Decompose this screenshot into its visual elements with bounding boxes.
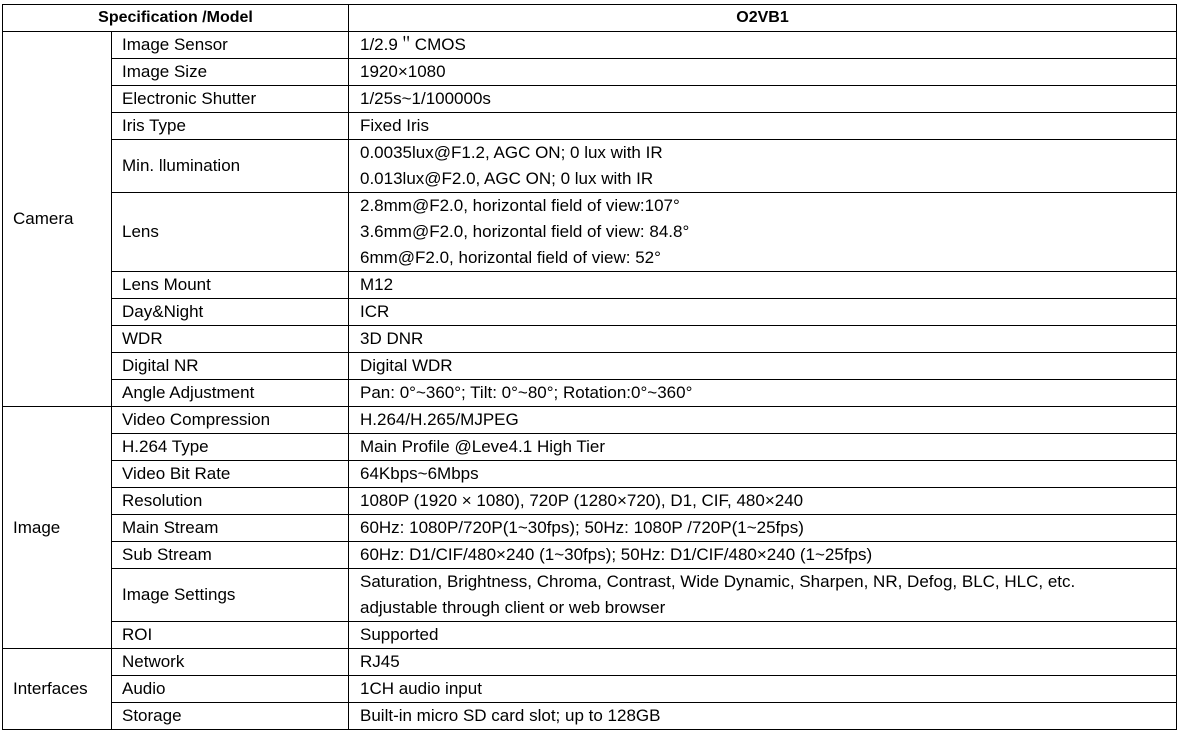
spec-value-line: RJ45 [360,652,400,671]
spec-name-cell: Lens [112,193,349,272]
spec-value-cell [349,299,1177,326]
spec-value-line: Supported [360,625,439,644]
table-row [3,434,1177,461]
table-row [3,569,1177,622]
table-row [3,113,1177,140]
model-header: O2VB1 [349,5,1177,32]
spec-value-line: 0.0035lux@F1.2, AGC ON; 0 lux with IR [360,143,663,162]
spec-value-line: 3D DNR [360,329,424,348]
spec-value-line: Built-in micro SD card slot; up to 128GB [360,706,661,725]
spec-name-cell: Image Size [112,59,349,86]
table-row [3,140,1177,193]
spec-value-cell [349,676,1177,703]
spec-name-cell: Digital NR [112,353,349,380]
spec-value-line: Fixed Iris [360,116,429,135]
spec-value-cell [349,461,1177,488]
spec-name-cell: Video Compression [112,407,349,434]
spec-value-line: H.264/H.265/MJPEG [360,410,519,429]
spec-value-cell [349,326,1177,353]
spec-value-cell [349,542,1177,569]
spec-value-line: 6mm@F2.0, horizontal field of view: 52° [360,248,661,267]
spec-value-cell [349,515,1177,542]
spec-value-line: Digital WDR [360,356,453,375]
spec-name-cell: Network [112,649,349,676]
table-row [3,272,1177,299]
table-row [3,622,1177,649]
spec-value-cell [349,434,1177,461]
spec-value-cell [349,622,1177,649]
spec-value-cell [349,113,1177,140]
spec-name-cell: Video Bit Rate [112,461,349,488]
spec-value-line: M12 [360,275,394,294]
spec-value-cell [349,353,1177,380]
spec-value-line: 1920×1080 [360,62,446,81]
spec-value-line: 1080P (1920 × 1080), 720P (1280×720), D1, CIF, 480×240 [360,491,804,510]
table-row [3,649,1177,676]
spec-name-cell: Image Settings [112,569,349,622]
spec-value-line: 1/25s~1/100000s [360,89,491,108]
spec-model-header: Specification /Model [3,5,349,32]
table-row [3,407,1177,434]
spec-name-cell: Sub Stream [112,542,349,569]
spec-value-line: Main Profile @Leve4.1 High Tier [360,437,605,456]
table-row [3,380,1177,407]
spec-name-cell: Audio [112,676,349,703]
spec-value-line: Saturation, Brightness, Chroma, Contrast, Wide Dynamic, Sharpen, NR, Defog, BLC, HLC, etc. [360,572,1076,591]
table-row [3,59,1177,86]
spec-value-cell [349,32,1177,59]
spec-value-line: 60Hz: D1/CIF/480×240 (1~30fps); 50Hz: D1/CIF/480×240 (1~25fps) [360,545,873,564]
spec-name-cell: Resolution [112,488,349,515]
spec-value-line: 2.8mm@F2.0, horizontal field of view:107° [360,196,680,215]
spec-value-cell [349,703,1177,730]
spec-value-cell [349,193,1177,272]
category-cell: Interfaces [3,649,112,730]
spec-table [2,4,1177,730]
spec-value-line: 1/2.9＂CMOS [360,35,466,54]
spec-value-cell [349,272,1177,299]
table-row [3,353,1177,380]
table-row [3,488,1177,515]
spec-value-cell [349,380,1177,407]
table-row [3,676,1177,703]
header-row [3,5,1177,32]
table-row [3,193,1177,272]
spec-name-cell: Main Stream [112,515,349,542]
spec-name-cell: Day&Night [112,299,349,326]
spec-value-line: 1CH audio input [360,679,482,698]
spec-value-line: 3.6mm@F2.0, horizontal field of view: 84.8° [360,222,690,241]
spec-name-cell: Angle Adjustment [112,380,349,407]
category-cell: Image [3,407,112,649]
spec-name-cell: Min. llumination [112,140,349,193]
spec-value-cell [349,140,1177,193]
spec-value-line: adjustable through client or web browser [360,598,666,617]
spec-name-cell: Image Sensor [112,32,349,59]
spec-value-line: 64Kbps~6Mbps [360,464,479,483]
spec-name-cell: Storage [112,703,349,730]
table-row [3,86,1177,113]
spec-name-cell: Lens Mount [112,272,349,299]
spec-value-cell [349,649,1177,676]
spec-value-line: ICR [360,302,390,321]
spec-name-cell: H.264 Type [112,434,349,461]
spec-name-cell: Electronic Shutter [112,86,349,113]
table-row [3,299,1177,326]
spec-value-line: 0.013lux@F2.0, AGC ON; 0 lux with IR [360,169,654,188]
spec-name-cell: Iris Type [112,113,349,140]
spec-value-cell [349,488,1177,515]
table-row [3,461,1177,488]
table-row [3,32,1177,59]
spec-value-line: Pan: 0°~360°; Tilt: 0°~80°; Rotation:0°~360° [360,383,693,402]
table-row [3,542,1177,569]
spec-value-line: 60Hz: 1080P/720P(1~30fps); 50Hz: 1080P /720P(1~25fps) [360,518,804,537]
table-row [3,326,1177,353]
spec-value-cell [349,407,1177,434]
table-row [3,515,1177,542]
category-cell: Camera [3,32,112,407]
spec-value-cell [349,86,1177,113]
spec-name-cell: ROI [112,622,349,649]
spec-value-cell [349,59,1177,86]
spec-value-cell [349,569,1177,622]
spec-name-cell: WDR [112,326,349,353]
table-row [3,703,1177,730]
